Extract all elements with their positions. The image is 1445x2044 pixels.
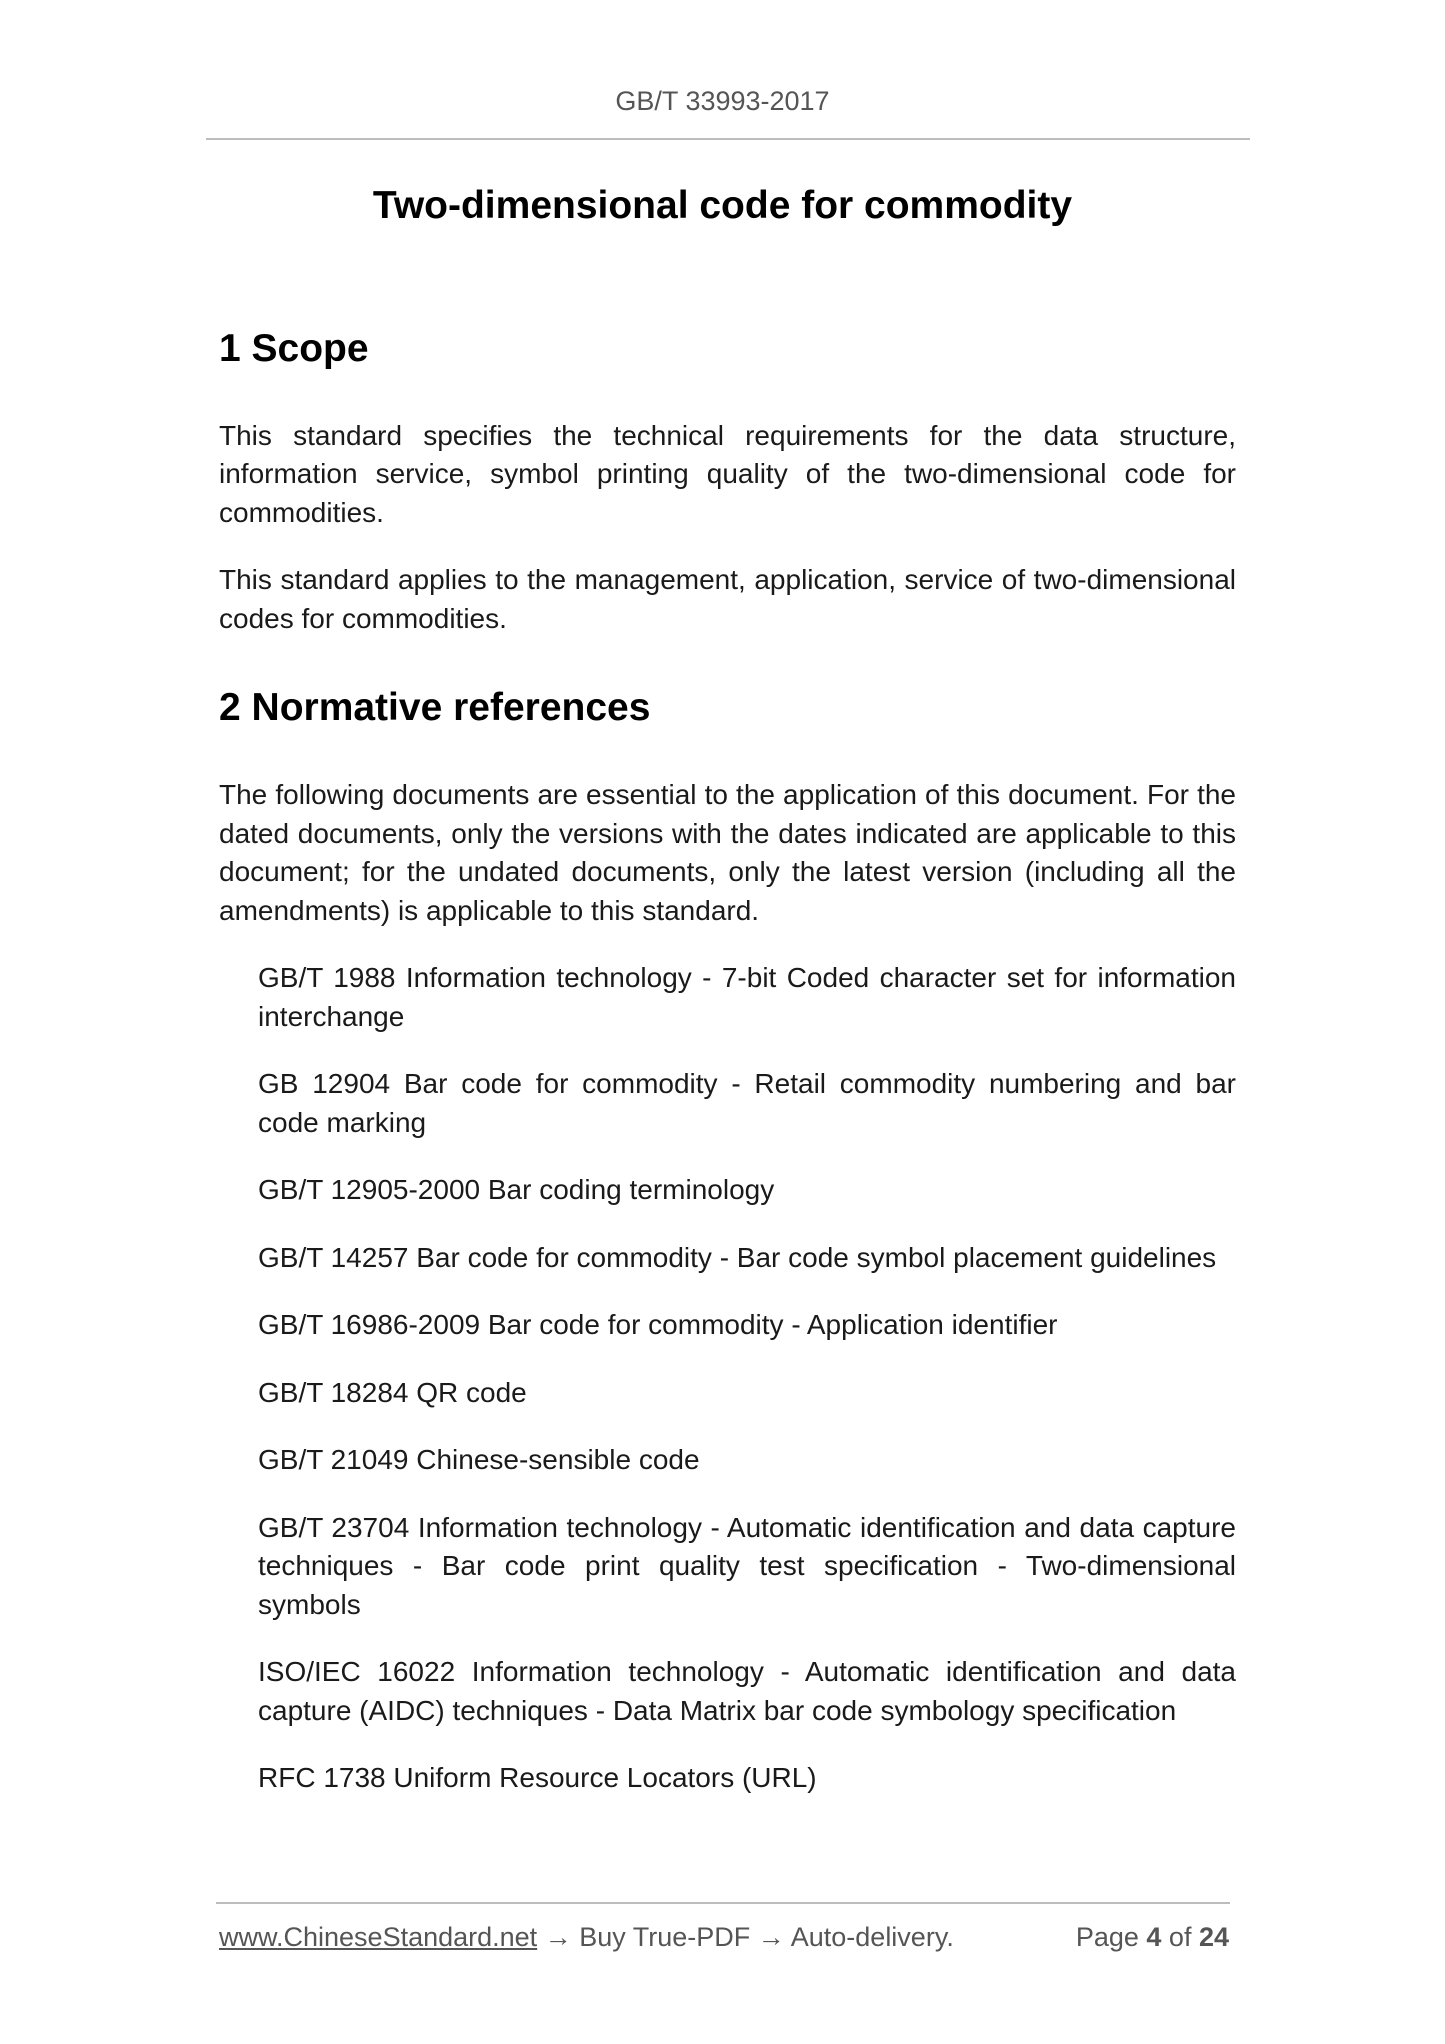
page-current: 4 [1146,1922,1162,1952]
reference-item: GB 12904 Bar code for commodity - Retail commodity numbering and bar code marking [258,1068,1236,1138]
page-indicator [1076,1922,1229,1953]
scope-paragraph-2: This standard applies to the management, application, service of two-dimensional codes for commodities. [219,564,1236,634]
document-body [219,326,1236,1827]
reference-item: GB/T 21049 Chinese-sensible code [258,1444,700,1476]
footer-promo-text: → Buy True-PDF → Auto-delivery. [537,1922,954,1952]
reference-item: ISO/IEC 16022 Information technology - Automatic identification and data capture (AIDC) techniques - Data Matrix bar code symbology specification [258,1656,1236,1726]
scope-paragraph-1: This standard specifies the technical requirements for the data structure, information service, symbol printing quality of the two-dimensional code for commodities. [219,419,1236,528]
section-scope [219,326,1236,638]
website-link[interactable]: www.ChineseStandard.net [219,1922,538,1952]
page-total: 24 [1198,1922,1229,1952]
reference-item: RFC 1738 Uniform Resource Locators (URL) [258,1762,817,1794]
footer-promo [219,1922,954,1953]
page-footer [219,1922,1229,1953]
page-label: Page [1075,1922,1147,1952]
section-heading-normative-references: 2 Normative references [219,686,651,730]
reference-item: GB/T 14257 Bar code for commodity - Bar code symbol placement guidelines [258,1241,1217,1273]
reference-item: GB/T 12905-2000 Bar coding terminology [258,1174,775,1206]
document-title: Two-dimensional code for commodity [372,184,1073,227]
reference-item: GB/T 1988 Information technology - 7-bit Coded character set for information interchange [258,962,1236,1032]
normative-references-intro: The following documents are essential to the application of this document. For the dated documents, only the versions with the dates indicated are applicable to this document; for the undated documents, only the latest version (including all the amendments) is applicable to this standard. [219,779,1236,926]
section-normative-references [219,685,1236,1797]
section-heading-scope: 1 Scope [219,327,369,370]
header-standard-code: GB/T 33993-2017 [615,86,830,116]
reference-item: GB/T 18284 QR code [258,1376,527,1408]
reference-item: GB/T 23704 Information technology - Automatic identification and data capture techniques - Bar code print quality test specification - Two-dimensional symbols [258,1511,1236,1620]
footer-divider [216,1902,1230,1904]
reference-list [219,959,1236,1798]
reference-item: GB/T 16986-2009 Bar code for commodity - Application identifier [258,1309,1058,1341]
header-divider [206,138,1250,140]
page-of: of [1161,1922,1199,1952]
